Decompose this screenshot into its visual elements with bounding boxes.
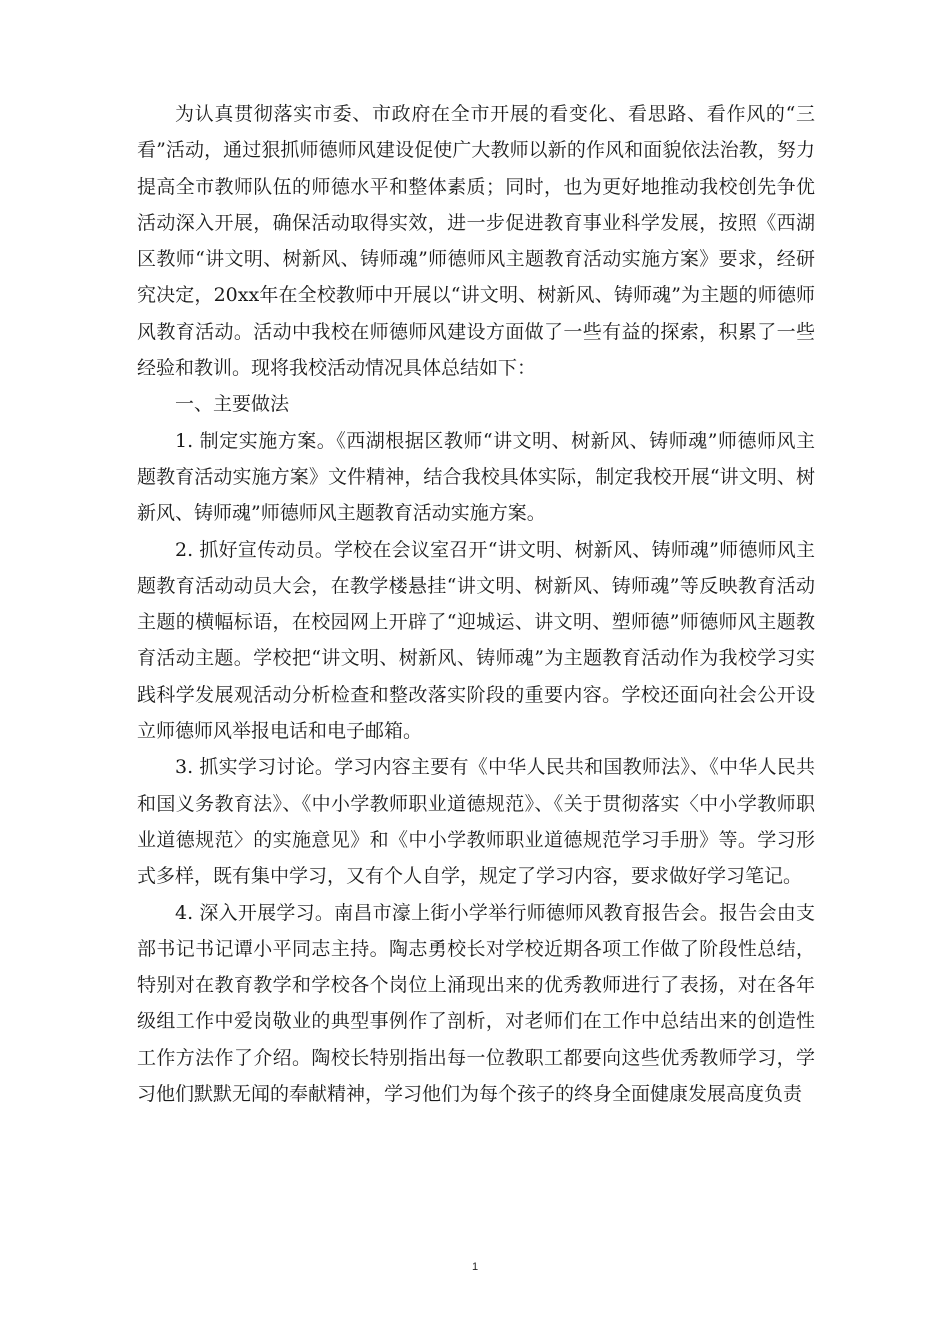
page-number: 1 (471, 1261, 479, 1273)
item-2-paragraph: 2. 抓好宣传动员。学校在会议室召开“讲文明、树新风、铸师魂”师德师风主题教育活动动员大会，在教学楼悬挂“讲文明、树新风、铸师魂”等反映教育活动主题的横幅标语，在校园网上开辟了“迎城运、讲文明、塑师德”师德师风主题教育活动主题。学校把“讲文明、树新风、铸师魂”为主题教育活动作为我校学习实践科学发展观活动分析检查和整改落实阶段的重要内容。学校还面向社会公开设立师德师风举报电话和电子邮箱。 (137, 538, 815, 743)
section-heading: 一、主要做法 (175, 393, 290, 416)
document-body (137, 96, 815, 1112)
item-4-paragraph: 4. 深入开展学习。南昌市濠上街小学举行师德师风教育报告会。报告会由支部书记书记谭小平同志主持。陶志勇校长对学校近期各项工作做了阶段性总结，特别对在教育教学和学校各个岗位上涌现出来的优秀教师进行了表扬，对在各年级组工作中爱岗敬业的典型事例作了剖析，对老师们在工作中总结出来的创造性工作方法作了介绍。陶校长特别指出每一位教职工都要向这些优秀教师学习，学习他们默默无闻的奉献精神，学习他们为每个孩子的终身全面健康发展高度负责 (137, 901, 815, 1106)
item-1-paragraph: 1. 制定实施方案。《西湖根据区教师“讲文明、树新风、铸师魂”师德师风主题教育活动实施方案》文件精神，结合我校具体实际，制定我校开展“讲文明、树新风、铸师魂”师德师风主题教育活动实施方案。 (137, 429, 815, 525)
item-3-paragraph: 3. 抓实学习讨论。学习内容主要有《中华人民共和国教师法》、《中华人民共和国义务教育法》、《中小学教师职业道德规范》、《关于贯彻落实〈中小学教师职业道德规范〉的实施意见》和《中小学教师职业道德规范学习手册》等。学习形式多样，既有集中学习，又有个人自学，规定了学习内容，要求做好学习笔记。 (137, 756, 815, 888)
intro-paragraph: 为认真贯彻落实市委、市政府在全市开展的看变化、看思路、看作风的“三看”活动，通过狠抓师德师风建设促使广大教师以新的作风和面貌依法治教，努力提高全市教师队伍的师德水平和整体素质；同时，也为更好地推动我校创先争优活动深入开展，确保活动取得实效，进一步促进教育事业科学发展，按照《西湖区教师“讲文明、树新风、铸师魂”师德师风主题教育活动实施方案》要求，经研究决定，20xx年在全校教师中开展以“讲文明、树新风、铸师魂”为主题的师德师风教育活动。活动中我校在师德师风建设方面做了一些有益的探索，积累了一些经验和教训。现将我校活动情况具体总结如下： (137, 103, 815, 380)
